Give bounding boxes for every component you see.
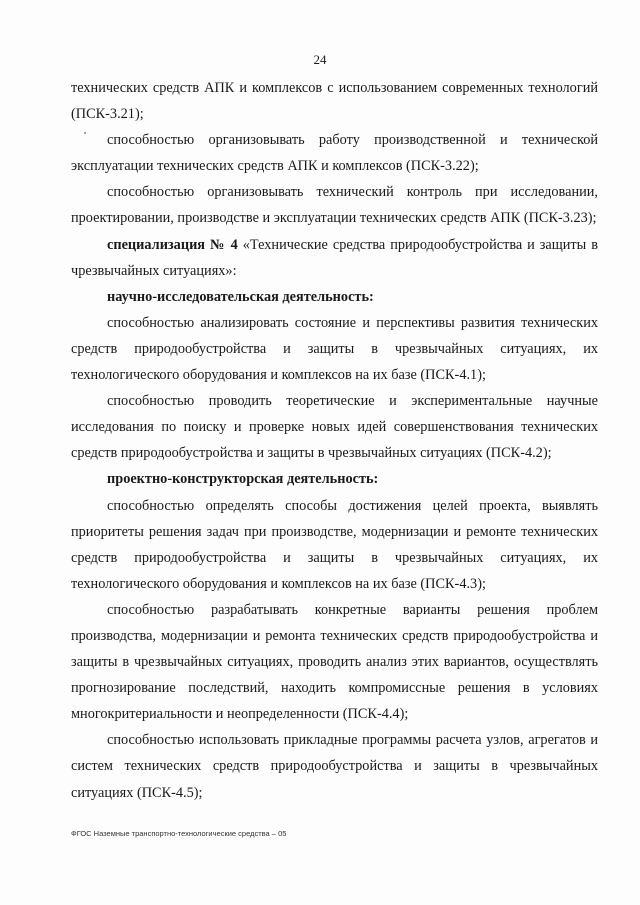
paragraph-psk-4-4: способностью разрабатывать конкретные варианты решения проблем производства, модернизации и ремонта технических средств природообустройства и защиты в чрезвычайных ситуациях, проводить анализ этих вариантов, осуществлять прогнозирование последствий, находить компромиссные решения в условиях многокритериальности и неопределенности (ПСК-4.4); <box>71 601 598 723</box>
paragraph-psk-3-21: технических средств АПК и комплексов с использованием современных технологий (ПСК-3.21); <box>71 80 598 123</box>
heading-design: проектно-конструкторская деятельность: <box>107 471 379 488</box>
document-body <box>71 75 598 806</box>
page-number: 24 <box>313 52 327 67</box>
page-footer: ФГОС Наземные транспортно-технологические средства – 05 <box>71 829 287 838</box>
paragraph-psk-4-1: способностью анализировать состояние и перспективы развития технических средств природообустройства и защиты в чрезвычайных ситуациях, их технологического оборудования и комплексов на их базе (ПСК-4.1); <box>71 314 598 384</box>
paragraph-psk-4-5: способностью использовать прикладные программы расчета узлов, агрегатов и систем технических средств природообустройства и защиты в чрезвычайных ситуациях (ПСК-4.5); <box>71 732 598 801</box>
paragraph-psk-3-22: способностью организовывать работу производственной и технической эксплуатации технических средств АПК и комплексов (ПСК-3.22); <box>71 132 598 175</box>
paragraph-psk-3-23: способностью организовывать технический контроль при исследовании, проектировании, производстве и эксплуатации технических средств АПК (ПСК-3.23); <box>71 184 598 227</box>
specialization-title: «Технические средства природообустройства и защиты в чрезвычайных ситуациях»: <box>71 236 598 279</box>
heading-research: научно-исследовательская деятельность: <box>107 288 374 305</box>
specialization-paragraph <box>71 232 598 284</box>
paragraph-psk-4-2: способностью проводить теоретические и экспериментальные научные исследования по поиску и проверке новых идей совершенствования технических средств природообустройства и защиты в чрезвычайных ситуациях (ПСК-4.2); <box>71 393 598 462</box>
paragraph-psk-4-3: способностью определять способы достижения целей проекта, выявлять приоритеты решения задач при производстве, модернизации и ремонте технических средств природообустройства и защиты в чрезвычайных ситуациях, их технологического оборудования и комплексов на их базе (ПСК-4.3); <box>71 497 598 592</box>
specialization-label: специализация № 4 <box>107 236 238 253</box>
